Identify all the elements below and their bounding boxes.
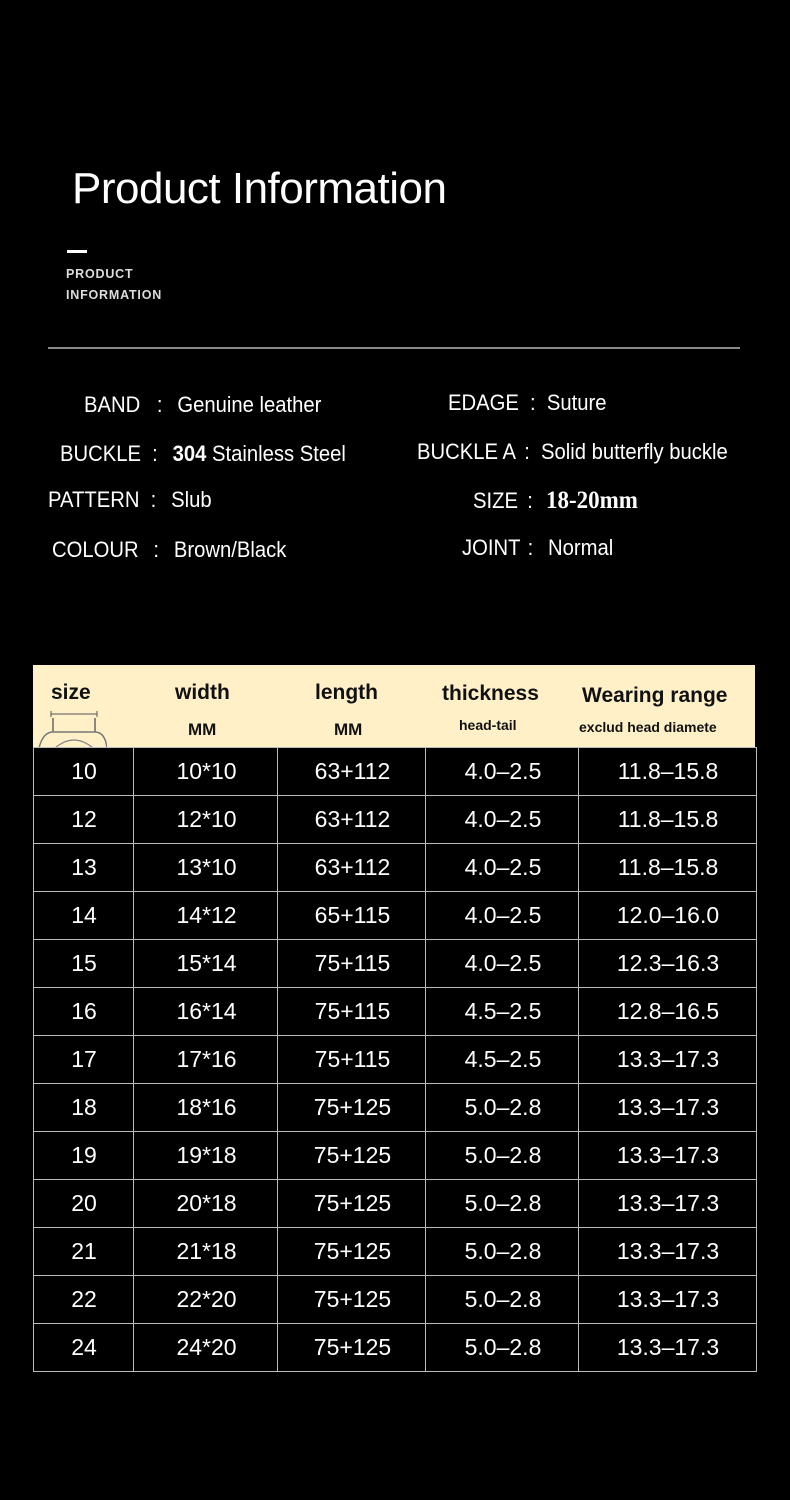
cell-length: 75+125	[313, 1190, 392, 1216]
spec-buckle-a	[417, 439, 728, 465]
spec-joint-value: Normal	[548, 535, 614, 560]
cell-size: 18	[71, 1094, 97, 1120]
table-row	[34, 988, 756, 1036]
spec-buckle-sep: :	[152, 441, 158, 466]
header-wearing-sub: exclud head diamete	[579, 719, 717, 735]
cell-width: 15*14	[176, 950, 237, 976]
spec-band-value: Genuine leather	[177, 392, 322, 417]
cell-length: 75+115	[314, 1046, 391, 1072]
cell-thickness: 5.0–2.8	[464, 1190, 542, 1216]
table-row	[34, 1228, 756, 1276]
cell-thickness: 4.0–2.5	[464, 758, 542, 784]
cell-width: 16*14	[176, 998, 237, 1024]
cell-size: 15	[71, 950, 97, 976]
table-row	[34, 1036, 756, 1084]
table-row	[34, 1084, 756, 1132]
spec-edage-value: Suture	[546, 390, 607, 415]
column-divider	[578, 747, 579, 1371]
table-header	[33, 665, 755, 747]
header-length: length	[315, 681, 378, 704]
cell-wearing-range: 13.3–17.3	[616, 1046, 720, 1072]
header-length-unit: MM	[334, 720, 363, 739]
spec-colour-label: COLOUR	[52, 537, 139, 562]
table-row	[34, 1180, 756, 1228]
table-row	[34, 1276, 756, 1324]
cell-width: 17*16	[176, 1046, 237, 1072]
cell-wearing-range: 13.3–17.3	[616, 1334, 720, 1360]
column-divider	[425, 747, 426, 1371]
cell-wearing-range: 11.8–15.8	[617, 854, 719, 880]
table-body	[33, 747, 757, 1372]
cell-size: 13	[71, 854, 97, 880]
spec-edage-sep: :	[530, 390, 536, 415]
spec-buckle-label: BUCKLE	[60, 441, 142, 466]
cell-thickness: 5.0–2.8	[464, 1238, 542, 1264]
spec-buckle-a-value: Solid butterfly buckle	[540, 439, 728, 464]
spec-size-label: SIZE	[473, 488, 518, 513]
cell-length: 75+125	[313, 1094, 392, 1120]
cell-wearing-range: 13.3–17.3	[616, 1094, 720, 1120]
spec-band-sep: :	[156, 392, 163, 417]
cell-thickness: 4.5–2.5	[464, 998, 542, 1024]
table-row	[34, 940, 756, 988]
spec-buckle-value-rest: Stainless Steel	[212, 441, 346, 466]
table-row	[34, 892, 756, 940]
spec-buckle-value-num: 304	[172, 441, 207, 466]
watch-icon	[37, 710, 107, 748]
cell-size: 24	[71, 1334, 97, 1360]
cell-size: 22	[71, 1286, 97, 1312]
cell-thickness: 4.5–2.5	[464, 1046, 542, 1072]
title-dash-divider	[67, 250, 87, 253]
spec-band	[84, 392, 321, 418]
cell-wearing-range: 13.3–17.3	[616, 1142, 720, 1168]
cell-thickness: 5.0–2.8	[464, 1286, 542, 1312]
spec-size	[473, 487, 638, 515]
cell-width: 18*16	[176, 1094, 237, 1120]
cell-width: 12*10	[176, 806, 237, 832]
cell-size: 12	[71, 806, 97, 832]
cell-size: 21	[71, 1238, 97, 1264]
column-divider	[277, 747, 278, 1371]
cell-wearing-range: 12.0–16.0	[616, 902, 720, 928]
cell-wearing-range: 13.3–17.3	[616, 1190, 720, 1216]
cell-wearing-range: 13.3–17.3	[616, 1286, 720, 1312]
header-size: size	[51, 681, 91, 704]
cell-wearing-range: 11.8–15.8	[617, 806, 719, 832]
cell-size: 16	[71, 998, 97, 1024]
cell-wearing-range: 11.8–15.8	[617, 758, 719, 784]
header-wearing-range: Wearing range	[582, 684, 728, 707]
cell-size: 10	[71, 758, 97, 784]
cell-size: 14	[71, 902, 97, 928]
spec-joint-label: JOINT	[462, 535, 521, 560]
cell-length: 75+125	[313, 1286, 392, 1312]
cell-width: 14*12	[176, 902, 237, 928]
spec-buckle-a-label: BUCKLE A	[417, 439, 515, 464]
spec-colour-sep: :	[153, 537, 160, 562]
cell-width: 13*10	[176, 854, 237, 880]
cell-wearing-range: 13.3–17.3	[616, 1238, 720, 1264]
cell-length: 63+112	[314, 806, 391, 832]
cell-thickness: 4.0–2.5	[464, 806, 542, 832]
cell-width: 21*18	[176, 1238, 237, 1264]
header-thickness-sub: head-tail	[459, 717, 517, 733]
header-width-unit: MM	[188, 720, 217, 739]
cell-width: 22*20	[176, 1286, 237, 1312]
cell-thickness: 4.0–2.5	[464, 950, 542, 976]
subtitle-line-1: PRODUCT	[66, 267, 134, 281]
spec-pattern	[48, 487, 212, 513]
horizontal-divider	[48, 347, 740, 349]
header-thickness: thickness	[442, 682, 539, 705]
spec-band-label: BAND	[84, 392, 141, 417]
cell-width: 20*18	[176, 1190, 237, 1216]
cell-length: 75+125	[313, 1334, 392, 1360]
table-row	[34, 1324, 756, 1372]
cell-width: 24*20	[176, 1334, 237, 1360]
cell-thickness: 4.0–2.5	[464, 902, 542, 928]
column-divider	[133, 747, 134, 1371]
page-title: Product Information	[72, 164, 447, 213]
cell-length: 63+112	[314, 854, 391, 880]
spec-pattern-sep: :	[150, 487, 157, 512]
cell-length: 65+115	[314, 902, 391, 928]
cell-thickness: 5.0–2.8	[464, 1334, 542, 1360]
spec-buckle-a-sep: :	[524, 439, 530, 464]
spec-joint-sep: :	[527, 535, 534, 560]
cell-size: 20	[71, 1190, 97, 1216]
spec-joint	[462, 535, 613, 561]
cell-length: 75+125	[313, 1238, 392, 1264]
spec-edage	[448, 390, 606, 416]
table-row	[34, 844, 756, 892]
table-row	[34, 1132, 756, 1180]
cell-wearing-range: 12.3–16.3	[616, 950, 720, 976]
cell-width: 19*18	[176, 1142, 237, 1168]
cell-wearing-range: 12.8–16.5	[616, 998, 720, 1024]
cell-length: 75+115	[314, 998, 391, 1024]
cell-thickness: 4.0–2.5	[464, 854, 542, 880]
subtitle-line-2: INFORMATION	[66, 288, 163, 302]
spec-pattern-label: PATTERN	[48, 487, 140, 512]
spec-pattern-value: Slub	[171, 487, 212, 512]
spec-edage-label: EDAGE	[448, 390, 519, 415]
cell-thickness: 5.0–2.8	[464, 1142, 542, 1168]
spec-size-sep: :	[527, 488, 533, 513]
spec-buckle	[60, 441, 346, 467]
spec-colour	[52, 537, 286, 563]
table-row	[34, 796, 756, 844]
header-width: width	[175, 681, 230, 704]
cell-thickness: 5.0–2.8	[464, 1094, 542, 1120]
table-row	[34, 748, 756, 796]
cell-length: 63+112	[314, 758, 391, 784]
spec-size-value: 18-20mm	[545, 487, 638, 514]
cell-size: 19	[71, 1142, 97, 1168]
cell-size: 17	[71, 1046, 97, 1072]
cell-length: 75+115	[314, 950, 391, 976]
cell-length: 75+125	[313, 1142, 392, 1168]
cell-width: 10*10	[176, 758, 237, 784]
spec-colour-value: Brown/Black	[173, 537, 287, 562]
